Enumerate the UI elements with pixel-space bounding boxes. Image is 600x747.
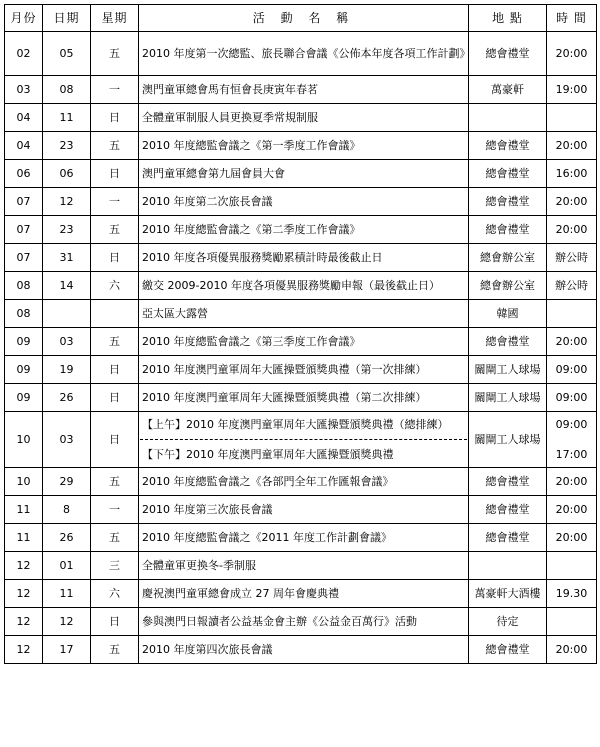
- cell-location: 總會辦公室: [469, 272, 547, 300]
- cell-month: 07: [5, 216, 43, 244]
- cell-date: 03: [43, 412, 91, 468]
- cell-event-text: 繳交 2009-2010 年度各項優異服務獎勵申報（最後截止日）: [142, 278, 440, 292]
- cell-date: 01: [43, 552, 91, 580]
- cell-time-line: 17:00: [555, 447, 588, 461]
- cell-month: 09: [5, 384, 43, 412]
- cell-event-text: 澳門童軍總會馬有恒會長庚寅年春茗: [142, 82, 318, 96]
- cell-time: 20:00: [547, 32, 597, 76]
- cell-date: 23: [43, 216, 91, 244]
- cell-date: 06: [43, 160, 91, 188]
- cell-event: [139, 328, 469, 356]
- cell-weekday: 日: [91, 412, 139, 468]
- cell-event: [139, 104, 469, 132]
- cell-event: [139, 300, 469, 328]
- cell-weekday: 五: [91, 328, 139, 356]
- cell-weekday: 日: [91, 384, 139, 412]
- cell-location: 總會禮堂: [469, 328, 547, 356]
- cell-month: 10: [5, 412, 43, 468]
- table-row: [5, 32, 597, 76]
- table-row: [5, 272, 597, 300]
- cell-time: 19:00: [547, 76, 597, 104]
- cell-time: 20:00: [547, 468, 597, 496]
- table-row: [5, 356, 597, 384]
- cell-location: 萬豪軒: [469, 76, 547, 104]
- cell-weekday: 六: [91, 272, 139, 300]
- cell-weekday: [91, 300, 139, 328]
- cell-location: [469, 552, 547, 580]
- cell-location: 總會禮堂: [469, 524, 547, 552]
- cell-time: 20:00: [547, 216, 597, 244]
- cell-date: 11: [43, 104, 91, 132]
- header-time: 時 間: [547, 5, 597, 32]
- header-event-name: 活 動 名 稱: [139, 5, 469, 32]
- table-row: [5, 552, 597, 580]
- cell-date: 31: [43, 244, 91, 272]
- cell-month: 08: [5, 272, 43, 300]
- cell-event: [139, 636, 469, 664]
- cell-event: [139, 272, 469, 300]
- cell-event-line: 【下午】2010 年度澳門童軍周年大匯操暨頒獎典禮: [142, 447, 394, 461]
- cell-weekday: 日: [91, 104, 139, 132]
- cell-event: [139, 32, 469, 76]
- cell-location: 總會禮堂: [469, 496, 547, 524]
- cell-event-text: 澳門童軍總會第九屆會員大會: [142, 166, 285, 180]
- cell-location: 關閘工人球場: [469, 412, 547, 468]
- table-row: [5, 216, 597, 244]
- cell-month: 09: [5, 328, 43, 356]
- cell-weekday: 三: [91, 552, 139, 580]
- cell-weekday: 五: [91, 636, 139, 664]
- cell-weekday: 一: [91, 496, 139, 524]
- cell-location: 韓國: [469, 300, 547, 328]
- cell-event-text: 2010 年度總監會議之《第一季度工作會議》: [142, 138, 361, 152]
- cell-event: [139, 496, 469, 524]
- cell-date: 03: [43, 328, 91, 356]
- cell-event-text: 2010 年度澳門童軍周年大匯操暨頒獎典禮（第一次排練）: [142, 362, 427, 376]
- table-row: [5, 328, 597, 356]
- table-row: [5, 496, 597, 524]
- table-row: [5, 580, 597, 608]
- cell-month: 12: [5, 636, 43, 664]
- cell-event-line: 【上午】2010 年度澳門童軍周年大匯操暨頒獎典禮（總排練）: [142, 417, 449, 431]
- cell-weekday: 六: [91, 580, 139, 608]
- cell-event: [139, 608, 469, 636]
- cell-date: 29: [43, 468, 91, 496]
- cell-event: [139, 132, 469, 160]
- cell-month: 02: [5, 32, 43, 76]
- cell-location: 總會禮堂: [469, 188, 547, 216]
- cell-event: [139, 468, 469, 496]
- table-row: [5, 104, 597, 132]
- cell-event: [139, 160, 469, 188]
- cell-time: 20:00: [547, 636, 597, 664]
- cell-time-line: 09:00: [555, 417, 588, 431]
- cell-time: 09:00: [547, 384, 597, 412]
- cell-event-text: 全體童軍制服人員更換夏季常規制服: [142, 110, 318, 124]
- table-row: [5, 300, 597, 328]
- cell-event: [139, 244, 469, 272]
- cell-event: [139, 216, 469, 244]
- cell-event: [139, 76, 469, 104]
- cell-event-text: 2010 年度第四次旅長會議: [142, 642, 273, 656]
- table-row: [5, 412, 597, 468]
- table-row: [5, 160, 597, 188]
- cell-event-text: 2010 年度第三次旅長會議: [142, 502, 273, 516]
- cell-weekday: 五: [91, 524, 139, 552]
- cell-event: [139, 552, 469, 580]
- cell-date: 17: [43, 636, 91, 664]
- cell-event-text: 2010 年度總監會議之《2011 年度工作計劃會議》: [142, 530, 392, 544]
- cell-month: 11: [5, 524, 43, 552]
- cell-location: 總會辦公室: [469, 244, 547, 272]
- cell-month: 12: [5, 580, 43, 608]
- cell-event: [139, 384, 469, 412]
- cell-event: [139, 524, 469, 552]
- cell-location: 關閘工人球場: [469, 384, 547, 412]
- header-month: 月份: [5, 5, 43, 32]
- cell-month: 04: [5, 132, 43, 160]
- cell-weekday: 日: [91, 356, 139, 384]
- cell-weekday: 五: [91, 468, 139, 496]
- cell-weekday: 日: [91, 608, 139, 636]
- cell-date: 8: [43, 496, 91, 524]
- cell-time: [547, 552, 597, 580]
- cell-weekday: 五: [91, 216, 139, 244]
- cell-date: 26: [43, 524, 91, 552]
- cell-location: [469, 104, 547, 132]
- cell-event-text: 全體童軍更換冬-季制服: [142, 558, 256, 572]
- header-location: 地 點: [469, 5, 547, 32]
- cell-date: 19: [43, 356, 91, 384]
- cell-location: 總會禮堂: [469, 636, 547, 664]
- cell-event-text: 2010 年度各項優異服務獎勵累積計時最後截止日: [142, 250, 383, 264]
- cell-event-text: 2010 年度總監會議之《各部門全年工作匯報會議》: [142, 474, 394, 488]
- cell-location: 總會禮堂: [469, 216, 547, 244]
- cell-time: 20:00: [547, 496, 597, 524]
- table-row: [5, 188, 597, 216]
- cell-event-text: 2010 年度第一次總監、旅長聯合會議《公佈本年度各項工作計劃》: [142, 46, 471, 60]
- cell-weekday: 一: [91, 188, 139, 216]
- cell-location: 待定: [469, 608, 547, 636]
- table-row: [5, 608, 597, 636]
- cell-time: [547, 608, 597, 636]
- cell-date: 26: [43, 384, 91, 412]
- cell-date: [43, 300, 91, 328]
- cell-event-text: 2010 年度總監會議之《第三季度工作會議》: [142, 334, 361, 348]
- cell-date: 12: [43, 188, 91, 216]
- cell-weekday: 日: [91, 244, 139, 272]
- cell-date: 08: [43, 76, 91, 104]
- cell-event-text: 慶祝澳門童軍總會成立 27 周年會慶典禮: [142, 586, 339, 600]
- cell-event-text: 亞太區大露營: [142, 306, 208, 320]
- cell-event: [139, 580, 469, 608]
- cell-time: 辦公時: [547, 272, 597, 300]
- table-row: [5, 384, 597, 412]
- table-header: [5, 5, 597, 32]
- cell-event: [139, 188, 469, 216]
- table-row: [5, 468, 597, 496]
- cell-weekday: 五: [91, 132, 139, 160]
- cell-event: [139, 356, 469, 384]
- cell-weekday: 日: [91, 160, 139, 188]
- cell-month: 07: [5, 188, 43, 216]
- cell-event-text: 2010 年度總監會議之《第二季度工作會議》: [142, 222, 361, 236]
- cell-location: 總會禮堂: [469, 468, 547, 496]
- cell-month: 08: [5, 300, 43, 328]
- cell-time: 20:00: [547, 188, 597, 216]
- cell-time: [547, 300, 597, 328]
- cell-month: 07: [5, 244, 43, 272]
- cell-month: 09: [5, 356, 43, 384]
- table-header-row: [5, 5, 597, 32]
- cell-time: 辦公時: [547, 244, 597, 272]
- table-body: [5, 32, 597, 664]
- cell-event: [139, 412, 469, 468]
- cell-date: 05: [43, 32, 91, 76]
- cell-location: 總會禮堂: [469, 132, 547, 160]
- cell-month: 12: [5, 608, 43, 636]
- cell-month: 04: [5, 104, 43, 132]
- cell-month: 11: [5, 496, 43, 524]
- cell-month: 03: [5, 76, 43, 104]
- cell-event-text: 參與澳門日報讀者公益基金會主辦《公益金百萬行》活動: [142, 614, 417, 628]
- cell-time: [547, 412, 597, 468]
- header-weekday: 星期: [91, 5, 139, 32]
- header-date: 日期: [43, 5, 91, 32]
- cell-month: 06: [5, 160, 43, 188]
- cell-time: 16:00: [547, 160, 597, 188]
- cell-time: 19.30: [547, 580, 597, 608]
- cell-date: 14: [43, 272, 91, 300]
- dashed-divider: [140, 439, 467, 440]
- annual-schedule-table: [4, 4, 597, 664]
- cell-location: 萬豪軒大酒樓: [469, 580, 547, 608]
- cell-time: 20:00: [547, 524, 597, 552]
- cell-location: 總會禮堂: [469, 160, 547, 188]
- table-row: [5, 244, 597, 272]
- cell-event-text: 2010 年度第二次旅長會議: [142, 194, 273, 208]
- cell-location: 總會禮堂: [469, 32, 547, 76]
- cell-month: 12: [5, 552, 43, 580]
- cell-time: 09:00: [547, 356, 597, 384]
- cell-weekday: 五: [91, 32, 139, 76]
- cell-month: 10: [5, 468, 43, 496]
- cell-time: [547, 104, 597, 132]
- cell-time: 20:00: [547, 328, 597, 356]
- table-row: [5, 524, 597, 552]
- cell-event-text: 2010 年度澳門童軍周年大匯操暨頒獎典禮（第二次排練）: [142, 390, 427, 404]
- table-row: [5, 636, 597, 664]
- cell-time: 20:00: [547, 132, 597, 160]
- cell-location: 關閘工人球場: [469, 356, 547, 384]
- cell-weekday: 一: [91, 76, 139, 104]
- cell-date: 23: [43, 132, 91, 160]
- cell-date: 12: [43, 608, 91, 636]
- table-row: [5, 76, 597, 104]
- table-row: [5, 132, 597, 160]
- cell-date: 11: [43, 580, 91, 608]
